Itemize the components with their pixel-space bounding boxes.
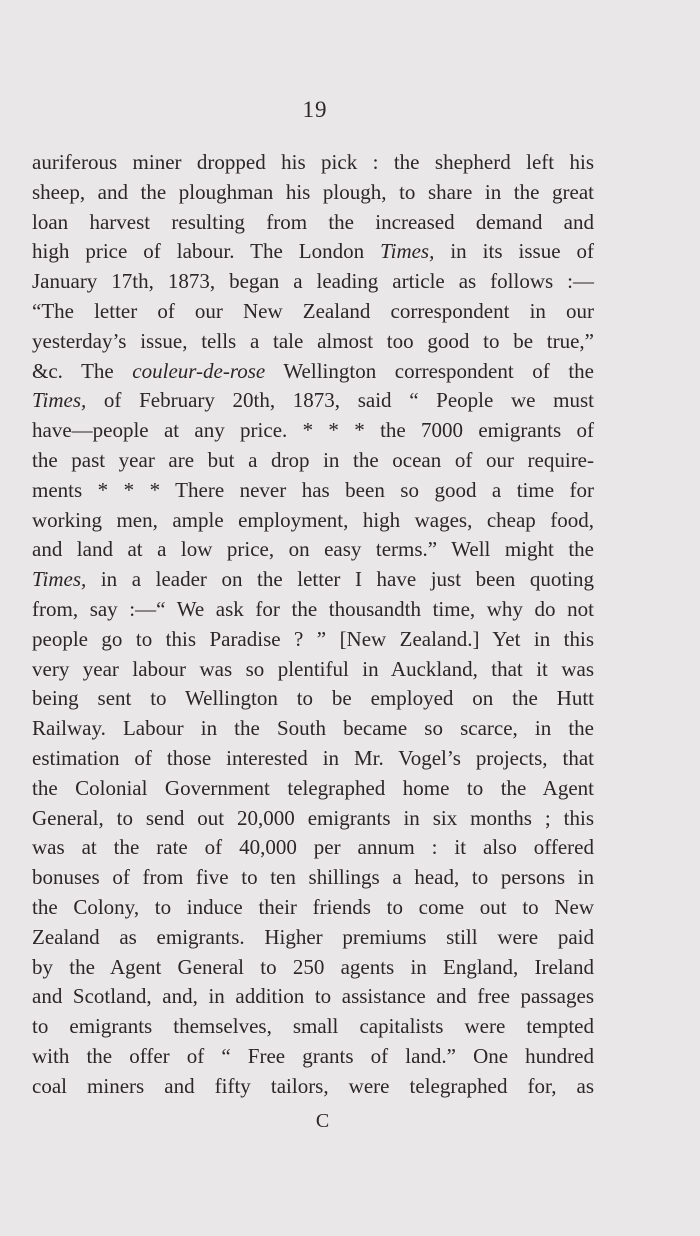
text-line: sheep, and the ploughman his plough, to share in the great (32, 179, 594, 204)
text-line: Times, in a leader on the letter I have just been quoting (32, 567, 594, 592)
text-line: have—people at any price. * * * the 7000 emigrants of (32, 418, 594, 443)
text-line: Times, of February 20th, 1873, said “ People we must (32, 388, 594, 413)
body-text (32, 148, 594, 1102)
text-line: with the offer of “ Free grants of land.” One hundred (32, 1043, 594, 1068)
text-line: was at the rate of 40,000 per annum : it also offered (32, 835, 594, 860)
text-line: the Colony, to induce their friends to come out to New (32, 894, 594, 919)
text-line: ments * * * There never has been so good a time for (32, 477, 594, 502)
text-line: Railway. Labour in the South became so scarce, in the (32, 716, 594, 741)
text-line: being sent to Wellington to be employed on the Hutt (32, 686, 594, 711)
text-line: January 17th, 1873, began a leading article as follows :— (32, 269, 594, 294)
text-line: and land at a low price, on easy terms.” Well might the (32, 537, 594, 562)
text-line: to emigrants themselves, small capitalists were tempted (32, 1014, 594, 1039)
text-line: by the Agent General to 250 agents in England, Ireland (32, 954, 594, 979)
text-line: very year labour was so plentiful in Auckland, that it was (32, 656, 594, 681)
text-line: bonuses of from five to ten shillings a head, to persons in (32, 865, 594, 890)
text-line: people go to this Paradise ? ” [New Zealand.] Yet in this (32, 626, 594, 651)
text-line: working men, ample employment, high wages, cheap food, (32, 507, 594, 532)
text-line: auriferous miner dropped his pick : the shepherd left his (32, 150, 594, 174)
text-line: &c. The couleur-de-rose Wellington correspondent of the (32, 358, 594, 383)
signature-mark: C (315, 1110, 330, 1132)
text-line: General, to send out 20,000 emigrants in six months ; this (32, 805, 594, 830)
text-line: estimation of those interested in Mr. Vogel’s projects, that (32, 745, 594, 770)
text-line: the Colonial Government telegraphed home to the Agent (32, 775, 594, 800)
text-line: from, say :—“ We ask for the thousandth time, why do not (32, 596, 594, 621)
text-line: high price of labour. The London Times, in its issue of (32, 239, 594, 264)
text-line: yesterday’s issue, tells a tale almost too good to be true,” (32, 328, 594, 353)
page-number: 19 (302, 97, 328, 122)
text-line: Zealand as emigrants. Higher premiums still were paid (32, 924, 594, 949)
text-line: the past year are but a drop in the ocean of our require- (32, 447, 594, 472)
text-line: loan harvest resulting from the increased demand and (32, 209, 594, 234)
text-line: coal miners and fifty tailors, were telegraphed for, as (32, 1073, 594, 1098)
text-line: “The letter of our New Zealand correspondent in our (32, 298, 594, 323)
text-line: and Scotland, and, in addition to assistance and free passages (32, 984, 594, 1009)
